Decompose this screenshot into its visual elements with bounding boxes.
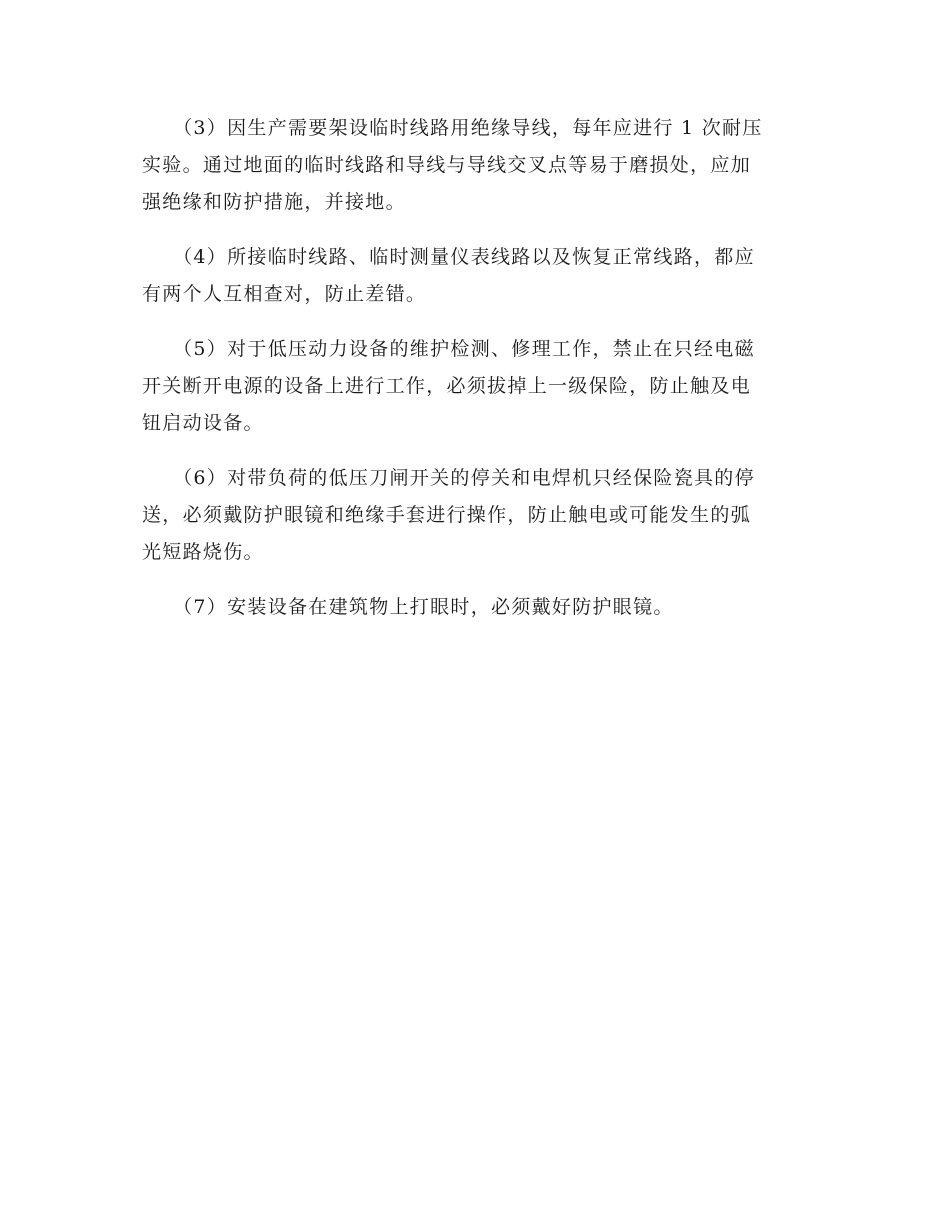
document-body <box>142 110 806 644</box>
paragraph-item-7: （7）安装设备在建筑物上打眼时，必须戴好防护眼镜。 <box>142 596 674 618</box>
paragraph-item-4: （4）所接临时线路、临时测量仪表线路以及恢复正常线路，都应 有两个人互相查对，防止差错。 <box>142 246 755 305</box>
paragraph-item-3: （3）因生产需要架设临时线路用绝缘导线，每年应进行 1 次耐压 实验。通过地面的临时线路和导线与导线交叉点等易于磨损处，应加 强绝缘和防护措施，并接地。 <box>142 117 763 213</box>
paragraph-item-5: （5）对于低压动力设备的维护检测、修理工作，禁止在只经电磁 开关断开电源的设备上进行工作，必须拔掉上一级保险，防止触及电 钮启动设备。 <box>142 338 755 434</box>
paragraph-item-6: （6）对带负荷的低压刀闸开关的停关和电焊机只经保险瓷具的停 送，必须戴防护眼镜和绝缘手套进行操作，防止触电或可能发生的弧 光短路烧伤。 <box>142 467 755 563</box>
